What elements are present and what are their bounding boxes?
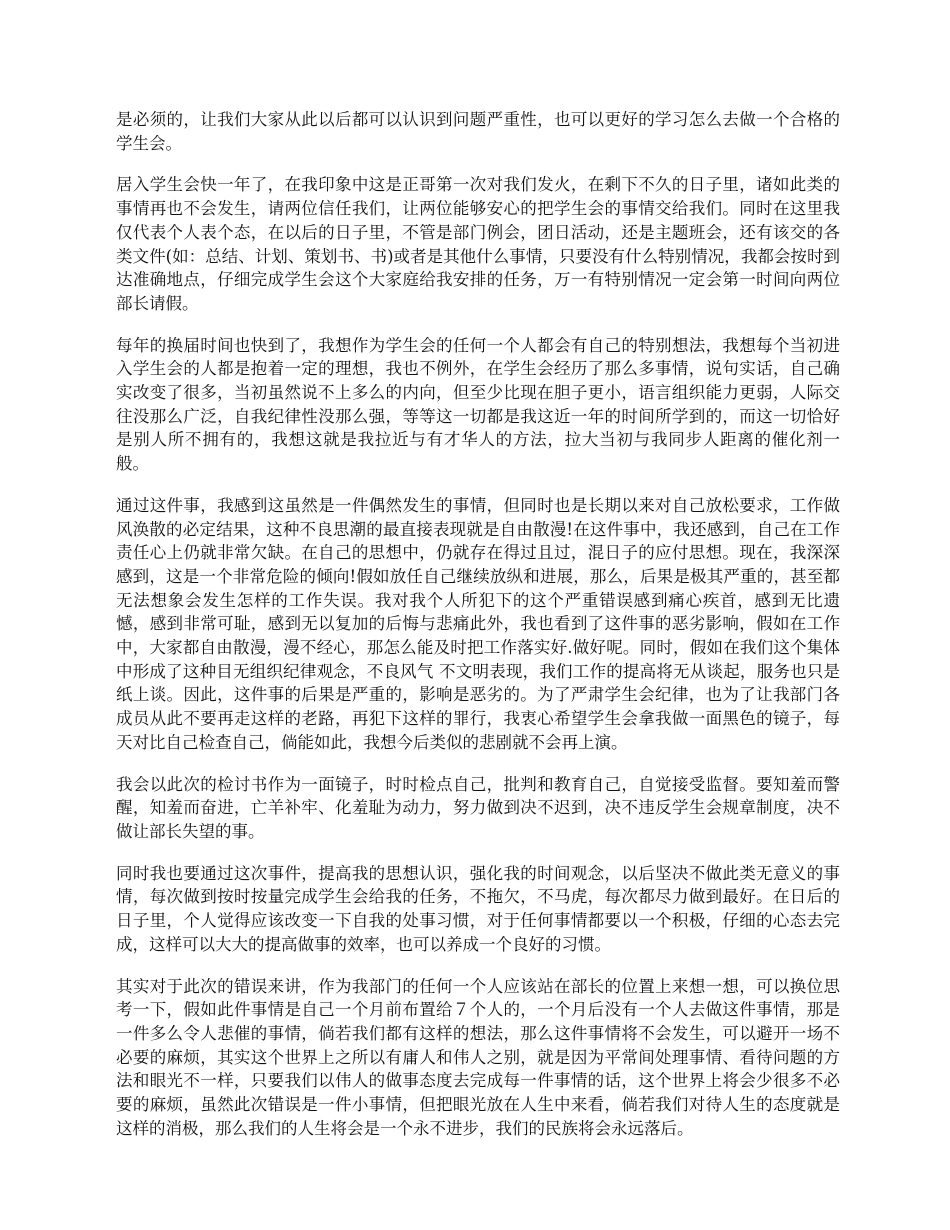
paragraph-6: 同时我也要通过这次事件，提高我的思想认识，强化我的时间观念，以后坚决不做此类无意义的事情，每次做到按时按量完成学生会给我的任务，不拖欠，不马虎，每次都尽力做到最好。在日后的日子里，个人觉得应该改变一下自我的处事习惯，对于任何事情都要以一个积极，仔细的心态去完成，这样可以大大的提高做事的效率，也可以养成一个良好的习惯。 bbox=[116, 863, 840, 954]
paragraph-3: 每年的换届时间也快到了，我想作为学生会的任何一个人都会有自己的特别想法，我想每个当初进入学生会的人都是抱着一定的理想，我也不例外，在学生会经历了那么多事情，说句实话，自己确实改变了很多，当初虽然说不上多么的内向，但至少比现在胆子更小，语言组织能力更弱，人际交往没那么广泛，自我纪律性没那么强，等等这一切都是我这近一年的时间所学到的，而这一切恰好是别人所不拥有的，我想这就是我拉近与有才华人的方法，拉大当初与我同步人距离的催化剂一般。 bbox=[116, 335, 840, 474]
paragraph-4: 通过这件事，我感到这虽然是一件偶然发生的事情，但同时也是长期以来对自己放松要求，工作做风涣散的必定结果，这种不良思潮的最直接表现就是自由散漫!在这件事中，我还感到，自己在工作责任心上仍就非常欠缺。在自己的思想中，仍就存在得过且过，混日子的应付思想。现在，我深深感到，这是一个非常危险的倾向!假如放任自己继续放纵和进展，那么，后果是极其严重的，甚至都无法想象会发生怎样的工作失误。我对我个人所犯下的这个严重错误感到痛心疾首，感到无比遗憾，感到非常可耻，感到无以复加的后悔与悲痛此外，我也看到了这件事的恶劣影响，假如在工作中，大家都自由散漫，漫不经心，那怎么能及时把工作落实好.做好呢。同时，假如在我们这个集体中形成了这种目无组织纪律观念，不良风气 不文明表现，我们工作的提高将无从谈起，服务也只是纸上谈。因此，这件事的后果是严重的，影响是恶劣的。为了严肃学生会纪律，也为了让我部门各成员从此不要再走这样的老路，再犯下这样的罪行，我衷心希望学生会拿我做一面黑色的镜子，每天对比自己检查自己，倘能如此，我想今后类似的悲剧就不会再上演。 bbox=[116, 495, 840, 752]
paragraph-2: 居入学生会快一年了，在我印象中这是正哥第一次对我们发火，在剩下不久的日子里，诸如此类的事情再也不会发生，请两位信任我们，让两位能够安心的把学生会的事情交给我们。同时在这里我仅代表个人表个态，在以后的日子里，不管是部门例会，团日活动，还是主题班会，还有该交的各类文件(如：总结、计划、策划书、书)或者是其他什么事情，只要没有什么特别情况，我都会按时到达准确地点，仔细完成学生会这个大家庭给我安排的任务，万一有特别情况一定会第一时间向两位部长请假。 bbox=[116, 175, 840, 313]
paragraph-7: 其实对于此次的错误来讲，作为我部门的任何一个人应该站在部长的位置上来想一想，可以换位思考一下，假如此件事情是自己一个月前布置给７个人的，一个月后没有一个人去做这件事情，那是一件多么令人悲催的事情，倘若我们都有这样的想法，那么这件事情将不会发生，可以避开一场不必要的麻烦，其实这个世界上之所以有庸人和伟人之别，就是因为平常间处理事情、看待问题的方法和眼光不一样，只要我们以伟人的做事态度去完成每一件事情的话，这个世界上将会少很多不必要的麻烦，虽然此次错误是一件小事情，但把眼光放在人生中来看，倘若我们对待人生的态度就是这样的消极，那么我们的人生将会是一个永不进步，我们的民族将会永远落后。 bbox=[116, 976, 840, 1138]
document-body bbox=[116, 108, 840, 1158]
paragraph-5: 我会以此次的检讨书作为一面镜子，时时检点自己，批判和教育自己，自觉接受监督。要知羞而警醒，知羞而奋进，亡羊补牢、化羞耻为动力，努力做到决不迟到，决不违反学生会规章制度，决不做让部长失望的事。 bbox=[116, 774, 840, 841]
paragraph-1: 是必须的，让我们大家从此以后都可以认识到问题严重性，也可以更好的学习怎么去做一个合格的学生会。 bbox=[116, 110, 840, 153]
